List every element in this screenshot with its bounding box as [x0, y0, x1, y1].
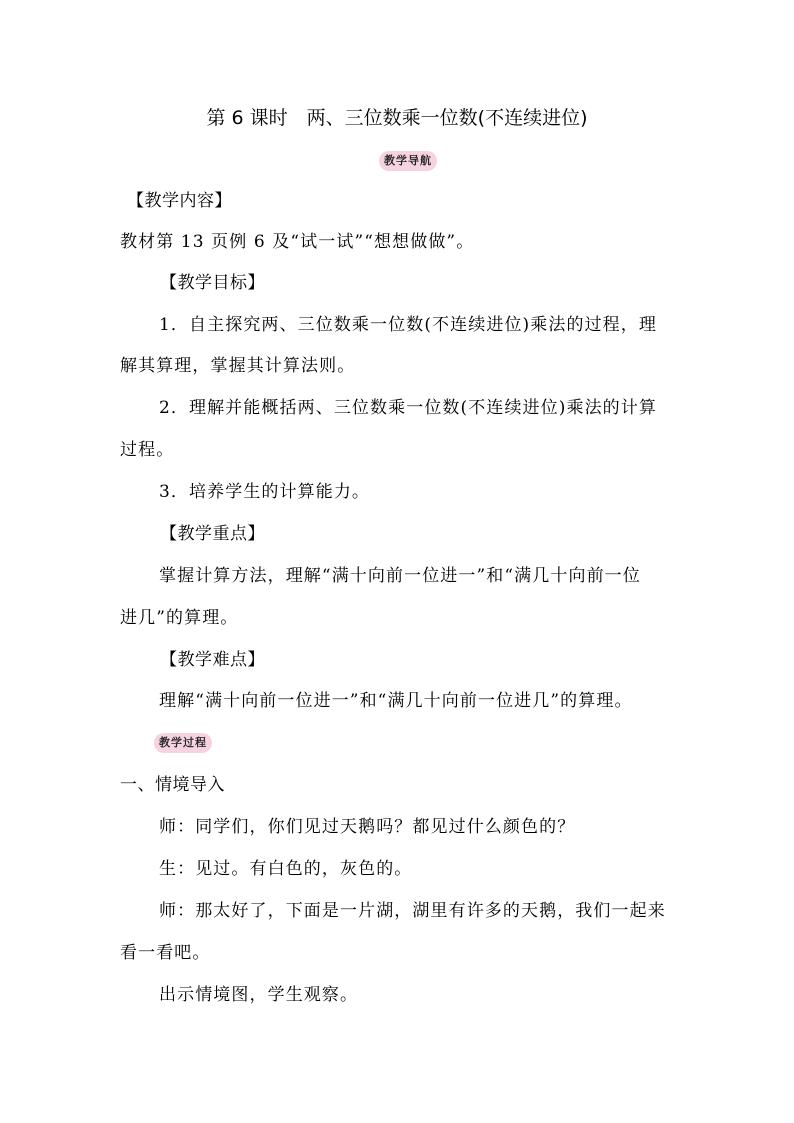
content-text: 教材第 13 页例 6 及“试一试”“想想做做”。: [120, 232, 475, 252]
teaching-guide-badge: 教学导航: [379, 151, 437, 171]
key-points-line-2: 进几”的算理。: [120, 608, 239, 628]
action-line: 出示情境图，学生观察。: [159, 985, 359, 1005]
key-points-heading: 【教学重点】: [160, 524, 265, 544]
content-heading: 【教学内容】: [127, 191, 232, 211]
goal-item-1-line-2: 解其算理，掌握其计算法则。: [120, 356, 356, 376]
goal-item-2-line-2: 过程。: [120, 440, 175, 460]
goal-item-3: 3．培养学生的计算能力。: [159, 482, 371, 502]
teacher-line-1: 师：同学们，你们见过天鹅吗？都见过什么颜色的？: [159, 817, 576, 837]
goal-item-2-line-1: 2．理解并能概括两、三位数乘一位数(不连续进位)乘法的计算: [159, 398, 657, 418]
teaching-process-badge: 教学过程: [154, 733, 212, 753]
difficulties-heading: 【教学难点】: [160, 650, 265, 670]
teacher-line-2b: 看一看吧。: [120, 943, 211, 963]
section1-heading: 一、情境导入: [120, 775, 225, 795]
difficulties-text: 理解“满十向前一位进一”和“满几十向前一位进几”的算理。: [159, 691, 633, 711]
student-line-1: 生：见过。有白色的，灰色的。: [159, 859, 413, 879]
goal-item-1-line-1: 1．自主探究两、三位数乘一位数(不连续进位)乘法的过程，理: [159, 315, 657, 335]
page-title: 第 6 课时 两、三位数乘一位数(不连续进位): [206, 107, 588, 129]
key-points-line-1: 掌握计算方法，理解“满十向前一位进一”和“满几十向前一位: [159, 566, 641, 586]
goals-heading: 【教学目标】: [160, 273, 265, 293]
teacher-line-2a: 师：那太好了，下面是一片湖，湖里有许多的天鹅，我们一起来: [159, 901, 666, 921]
